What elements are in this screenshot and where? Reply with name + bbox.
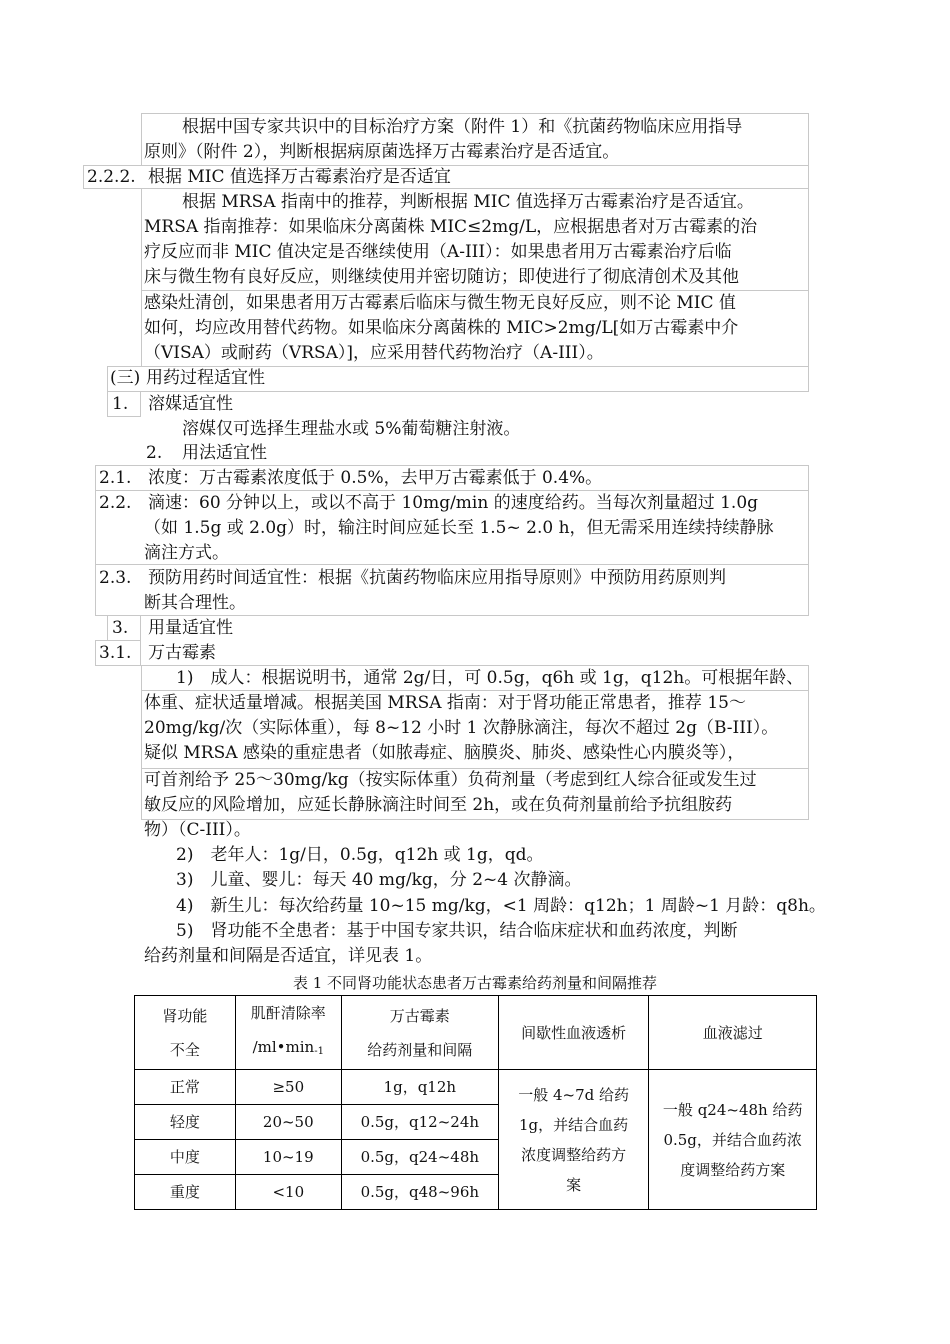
- paragraph-line: 物）（C-III）。: [144, 820, 251, 840]
- header-hemofiltration: 血液滤过: [649, 996, 817, 1070]
- cell-ccr: <10: [235, 1175, 341, 1210]
- cell-dose: 0.5g，q12~24h: [341, 1105, 498, 1140]
- cell-text: 浓度调整给药方: [521, 1145, 627, 1164]
- paragraph-line: 溶媒仅可选择生理盐水或 5%葡萄糖注射液。: [182, 419, 521, 439]
- cell-text: 度调整给药方案: [680, 1160, 786, 1179]
- paragraph-line: 根据 MRSA 指南中的推荐，判断根据 MIC 值选择万古霉素治疗是否适宜。: [182, 192, 754, 212]
- cell-hemofiltration: [649, 1070, 817, 1210]
- cell-text: 案: [566, 1175, 582, 1194]
- section-heading: 用药过程适宜性: [146, 368, 265, 388]
- paragraph-line: 滴速：60 分钟以上，或以不高于 10mg/min 的速度给药。当每次剂量超过 1.0g: [148, 493, 759, 513]
- cell-text: 0.5g，并结合血药浓: [663, 1130, 802, 1149]
- header-text: 肌酐清除率: [250, 1004, 326, 1022]
- paragraph-line: 预防用药时间适宜性：根据《抗菌药物临床应用指导原则》中预防用药原则判: [148, 568, 726, 588]
- section-number: 3.: [112, 618, 129, 638]
- section-number: 2.3.: [99, 568, 132, 588]
- table-row: [135, 1070, 817, 1105]
- paragraph-line: 可首剂给予 25～30mg/kg（按实际体重）负荷剂量（考虑到红人综合征或发生过: [144, 770, 757, 790]
- section-number: 3.1.: [99, 643, 132, 663]
- paragraph-line: 滴注方式。: [144, 543, 229, 563]
- cell-status: 中度: [135, 1140, 236, 1175]
- unit-exponent: -1: [314, 1046, 324, 1057]
- section-number: 1.: [112, 394, 129, 414]
- paragraph-line: 1) 成人：根据说明书，通常 2g/日，可 0.5g，q6h 或 1g，q12h。可根据年龄、: [176, 668, 804, 688]
- paragraph-line: 感染灶清创，如果患者用万古霉素后临床与微生物无良好反应，则不论 MIC 值: [144, 293, 736, 313]
- paragraph-line: 床与微生物有良好反应，则继续使用并密切随访；即使进行了彻底清创术及其他: [144, 267, 739, 287]
- paragraph-line: 体重、症状适量增减。根据美国 MRSA 指南：对于肾功能正常患者，推荐 15～: [144, 693, 746, 713]
- header-text: 万古霉素: [389, 1006, 450, 1025]
- paragraph-line: 2) 老年人：1g/日，0.5g，q12h 或 1g，qd。: [176, 845, 544, 865]
- header-hemodialysis: 间歇性血液透析: [498, 996, 649, 1070]
- paragraph-line: 给药剂量和间隔是否适宜，详见表 1。: [144, 946, 433, 966]
- cell-ccr: 10~19: [235, 1140, 341, 1175]
- cell-ccr: 20~50: [235, 1105, 341, 1140]
- cell-dose: 0.5g，q24~48h: [341, 1140, 498, 1175]
- section-number: 2.1.: [99, 468, 132, 488]
- cell-ccr: ≥50: [235, 1070, 341, 1105]
- cell-status: 轻度: [135, 1105, 236, 1140]
- header-ccr: [235, 996, 341, 1070]
- paragraph-line: （VISA）或耐药（VRSA）]，应采用替代药物治疗（A-III）。: [144, 343, 604, 363]
- dosing-table: [134, 995, 817, 1210]
- section-number: 2.2.2.: [87, 167, 136, 187]
- paragraph-line: 疗反应而非 MIC 值决定是否继续使用（A-III）：如果患者用万古霉素治疗后临: [144, 242, 732, 262]
- table-caption: 表 1 不同肾功能状态患者万古霉素给药剂量和间隔推荐: [292, 974, 658, 992]
- section-number: 2.2.: [99, 493, 132, 513]
- paragraph-line: 20mg/kg/次（实际体重），每 8~12 小时 1 次静脉滴注，每次不超过 2g（B-III）。: [144, 718, 779, 738]
- paragraph-line: 4) 新生儿：每次给药量 10~15 mg/kg，<1 周龄：q12h；1 周龄~1 月龄：q8h。: [176, 896, 826, 916]
- section-heading: 用量适宜性: [148, 618, 233, 638]
- cell-dose: 1g，q12h: [341, 1070, 498, 1105]
- section-number: 2.: [146, 443, 163, 463]
- paragraph-line: 如何，均应改用替代药物。如果临床分离菌株的 MIC>2mg/L[如万古霉素中介: [144, 318, 739, 338]
- section-heading: 溶媒适宜性: [148, 394, 233, 414]
- cell-status: 正常: [135, 1070, 236, 1105]
- section-heading: 万古霉素: [148, 643, 216, 663]
- header-renal-status: [135, 996, 236, 1070]
- paragraph-line: 断其合理性。: [144, 593, 246, 613]
- header-text: [240, 1030, 337, 1069]
- table-header-row: [135, 996, 817, 1070]
- unit-text: /ml•min: [252, 1038, 315, 1056]
- cell-status: 重度: [135, 1175, 236, 1210]
- paragraph-line: 疑似 MRSA 感染的重症患者（如脓毒症、脑膜炎、肺炎、感染性心内膜炎等），: [144, 743, 745, 763]
- paragraph-line: 根据中国专家共识中的目标治疗方案（附件 1）和《抗菌药物临床应用指导: [182, 117, 743, 137]
- header-text: 给药剂量和间隔: [367, 1040, 473, 1059]
- header-dose: [341, 996, 498, 1070]
- header-text: 肾功能: [162, 1006, 208, 1025]
- cell-text: 一般 4~7d 给药: [518, 1085, 629, 1104]
- cell-hemodialysis: [498, 1070, 649, 1210]
- cell-dose: 0.5g，q48~96h: [341, 1175, 498, 1210]
- paragraph-line: 敏反应的风险增加，应延长静脉滴注时间至 2h，或在负荷剂量前给予抗组胺药: [144, 795, 733, 815]
- paragraph-line: 5) 肾功能不全患者：基于中国专家共识，结合临床症状和血药浓度，判断: [176, 921, 738, 941]
- paragraph-line: （如 1.5g 或 2.0g）时，输注时间应延长至 1.5~ 2.0 h，但无需采用连续持续静脉: [144, 518, 774, 538]
- section-number: (三): [110, 368, 141, 388]
- paragraph-line: 原则》（附件 2），判断根据病原菌选择万古霉素治疗是否适宜。: [144, 142, 620, 162]
- cell-text: 1g，并结合血药: [519, 1115, 629, 1134]
- cell-text: 一般 q24~48h 给药: [662, 1100, 803, 1119]
- paragraph-line: 3) 儿童、婴儿：每天 40 mg/kg，分 2~4 次静滴。: [176, 870, 582, 890]
- section-heading: 根据 MIC 值选择万古霉素治疗是否适宜: [148, 167, 451, 187]
- section-heading: 用法适宜性: [182, 443, 267, 463]
- header-text: 不全: [169, 1040, 200, 1059]
- paragraph-line: 浓度：万古霉素浓度低于 0.5%，去甲万古霉素低于 0.4%。: [148, 468, 603, 488]
- paragraph-line: MRSA 指南推荐：如果临床分离菌株 MIC≤2mg/L，应根据患者对万古霉素的治: [144, 217, 758, 237]
